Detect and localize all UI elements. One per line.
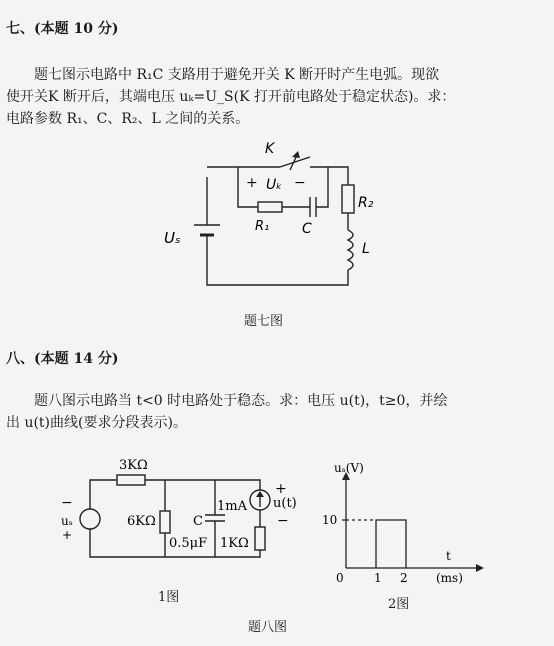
fig1-label-plus: + (275, 481, 287, 497)
q7-label-uk: Uₖ (266, 177, 283, 193)
q7-line-2: 使开关K 断开后，其端电压 uₖ=U_S(K 打开前电路处于稳定状态)。求： (6, 89, 456, 105)
fig1-label-r-top: 3KΩ (119, 458, 148, 473)
q8-line-1: 题八图示电路当 t<0 时电路处于稳态。求：电压 u(t)，t≥0，并绘 (34, 393, 448, 409)
fig1-label-cap-value: 0.5μF (169, 536, 208, 551)
q7-wire-top-right (310, 167, 348, 185)
q7-label-l: L (362, 241, 370, 257)
fig2-x-arrow (476, 564, 484, 572)
q7-paragraph (6, 64, 552, 130)
fig1-r-top (117, 475, 145, 485)
q8-heading: 八、(本题 14 分) (6, 351, 119, 367)
q7-line-3: 电路参数 R₁、C、R₂、L 之间的关系。 (6, 111, 250, 127)
q7-switch-arrow-head (292, 151, 300, 158)
fig1-voltage-source (80, 509, 100, 529)
q7-line-1: 题七图示电路中 R₁C 支路用于避免开关 K 断开时产生电弧。现欲 (34, 67, 440, 83)
fig1-current-arrow-head (256, 491, 264, 497)
fig1-label-ut: u(t) (273, 496, 297, 511)
q8-fig2-caption: 2图 (388, 597, 410, 612)
fig2-x-tick-0: 0 (336, 571, 344, 585)
q8-fig1-caption: 1图 (158, 590, 180, 605)
q7-label-us: Uₛ (164, 229, 181, 247)
fig1-label-isrc: 1mA (217, 499, 247, 514)
fig1-label-r-mid: 6KΩ (127, 514, 156, 529)
q8-fig1-circuit (55, 455, 305, 570)
fig1-label-r-right: 1KΩ (220, 536, 249, 551)
fig2-x-tick-2: 2 (400, 571, 408, 585)
q7-label-plus: + (246, 175, 258, 191)
q7-rc-wire-right (316, 167, 328, 207)
q8-paragraph (6, 390, 552, 434)
q7-label-minus: − (294, 175, 306, 191)
q7-label-r1: R₁ (255, 219, 270, 234)
q7-heading: 七、(本题 10 分) (6, 21, 119, 37)
fig2-y-tick-label: 10 (322, 513, 338, 527)
q7-label-r2: R₂ (358, 195, 374, 211)
fig2-ylabel: uₛ(V) (334, 461, 364, 475)
fig1-label-source: uₛ (61, 514, 73, 528)
q7-inductor (348, 230, 353, 270)
q8-line-2: 出 u(t)曲线(要求分段表示)。 (6, 415, 187, 431)
q7-r2-resistor (342, 185, 354, 213)
q7-label-c: C (302, 221, 312, 237)
fig1-wire-top (145, 480, 260, 490)
fig2-plot-area (346, 520, 406, 568)
q7-wire-bottom (207, 245, 348, 285)
fig2-pulse-segment-0 (376, 520, 406, 568)
q8-caption: 题八图 (248, 620, 288, 635)
fig2-x-tick-1: 1 (374, 571, 382, 585)
fig1-label-minus: − (277, 513, 289, 529)
q8-fig2-graph (318, 460, 493, 590)
fig1-label-cap: C (193, 514, 203, 529)
fig1-label-source-plus: + (62, 528, 73, 542)
fig1-wire-top-left (90, 480, 117, 509)
q7-r1-resistor (258, 202, 282, 212)
q7-caption: 题七图 (244, 314, 284, 329)
fig1-r-right (255, 527, 265, 550)
q7-circuit (150, 135, 390, 300)
fig1-r-mid (160, 511, 170, 533)
fig2-x-unit: (ms) (436, 571, 463, 585)
fig1-label-source-minus: − (61, 495, 73, 511)
fig2-xlabel: t (446, 549, 451, 563)
q7-label-k: K (265, 141, 275, 157)
